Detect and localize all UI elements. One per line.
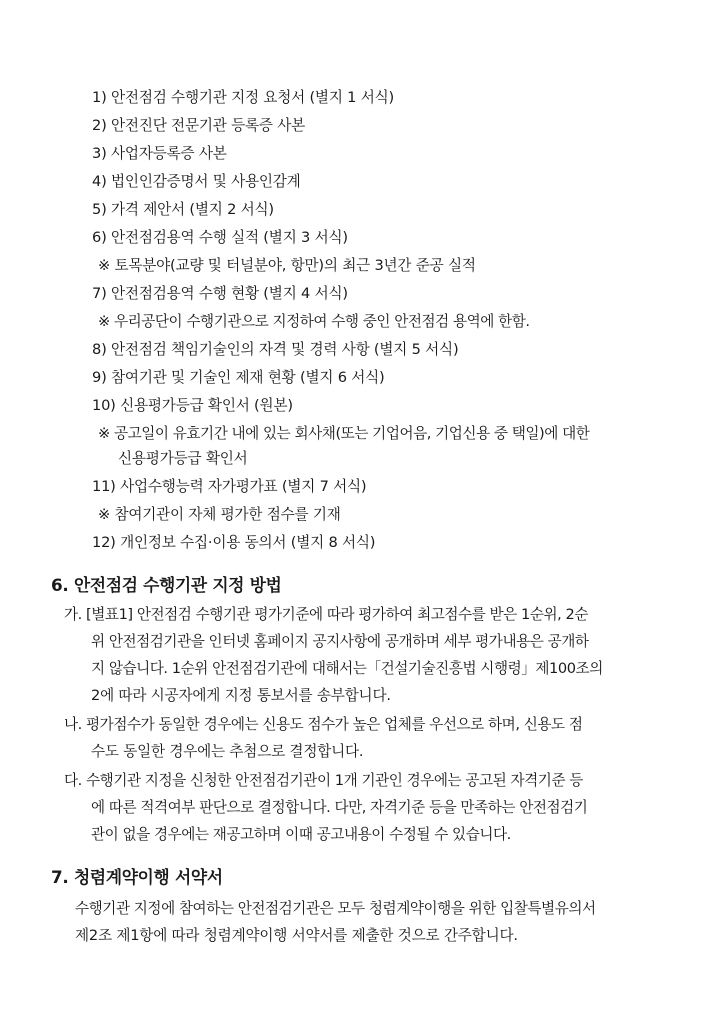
paragraph-line: 지 않습니다. 1순위 안전점검기관에 대해서는「건설기술진흥법 시행령」제100조의 [91,660,603,677]
paragraph-line: 관이 없을 경우에는 재공고하며 이때 공고내용이 수정될 수 있습니다. [91,826,511,843]
list-item: 4) 법인인감증명서 및 사용인감계 [92,173,301,190]
section-6-heading: 6. 안전점검 수행기관 지정 방법 [51,575,282,595]
list-item: 2) 안전진단 전문기관 등록증 사본 [92,117,306,134]
paragraph-line: 2에 따라 시공자에게 지정 통보서를 송부합니다. [91,687,391,704]
paragraph-line: 에 따른 적격여부 판단으로 결정합니다. 다만, 자격기준 등을 만족하는 안전점검기 [91,799,588,816]
section-7-heading: 7. 청렴계약이행 서약서 [51,867,223,887]
list-item: 5) 가격 제안서 (별지 2 서식) [92,201,274,218]
list-item: 11) 사업수행능력 자가평가표 (별지 7 서식) [92,478,367,495]
list-note-continuation: 신용평가등급 확인서 [118,450,248,467]
list-item: 10) 신용평가등급 확인서 (원본) [92,397,293,414]
list-item: 8) 안전점검 책임기술인의 자격 및 경력 사항 (별지 5 서식) [92,341,459,358]
paragraph-line: 가. [별표1] 안전점검 수행기관 평가기준에 따라 평가하여 최고점수를 받은 1순위, 2순 [64,606,588,623]
paragraph-line: 다. 수행기관 지정을 신청한 안전점검기관이 1개 기관인 경우에는 공고된 자격기준 등 [64,772,583,789]
paragraph-line: 제2조 제1항에 따라 청렴계약이행 서약서를 제출한 것으로 간주합니다. [75,927,518,944]
list-note: ※ 토목분야(교량 및 터널분야, 항만)의 최근 3년간 준공 실적 [98,257,476,274]
list-item: 1) 안전점검 수행기관 지정 요청서 (별지 1 서식) [92,89,394,106]
list-note: ※ 우리공단이 수행기관으로 지정하여 수행 중인 안전점검 용역에 한함. [98,313,530,330]
paragraph-line: 수도 동일한 경우에는 추첨으로 결정합니다. [91,743,364,760]
list-item: 6) 안전점검용역 수행 실적 (별지 3 서식) [92,229,348,246]
list-item: 9) 참여기관 및 기술인 제재 현황 (별지 6 서식) [92,369,385,386]
list-note: ※ 공고일이 유효기간 내에 있는 회사채(또는 기업어음, 기업신용 중 택일)에 대한 [98,425,590,442]
paragraph-line: 나. 평가점수가 동일한 경우에는 신용도 점수가 높은 업체를 우선으로 하며, 신용도 점 [64,716,583,733]
list-item: 3) 사업자등록증 사본 [92,145,227,162]
list-item: 7) 안전점검용역 수행 현황 (별지 4 서식) [92,285,348,302]
list-note: ※ 참여기관이 자체 평가한 점수를 기재 [98,506,341,523]
list-item: 12) 개인정보 수집·이용 동의서 (별지 8 서식) [92,534,376,551]
paragraph-line: 수행기관 지정에 참여하는 안전점검기관은 모두 청렴계약이행을 위한 입찰특별유의서 [75,900,596,917]
paragraph-line: 위 안전점검기관을 인터넷 홈페이지 공지사항에 공개하며 세부 평가내용은 공개하 [91,633,589,650]
